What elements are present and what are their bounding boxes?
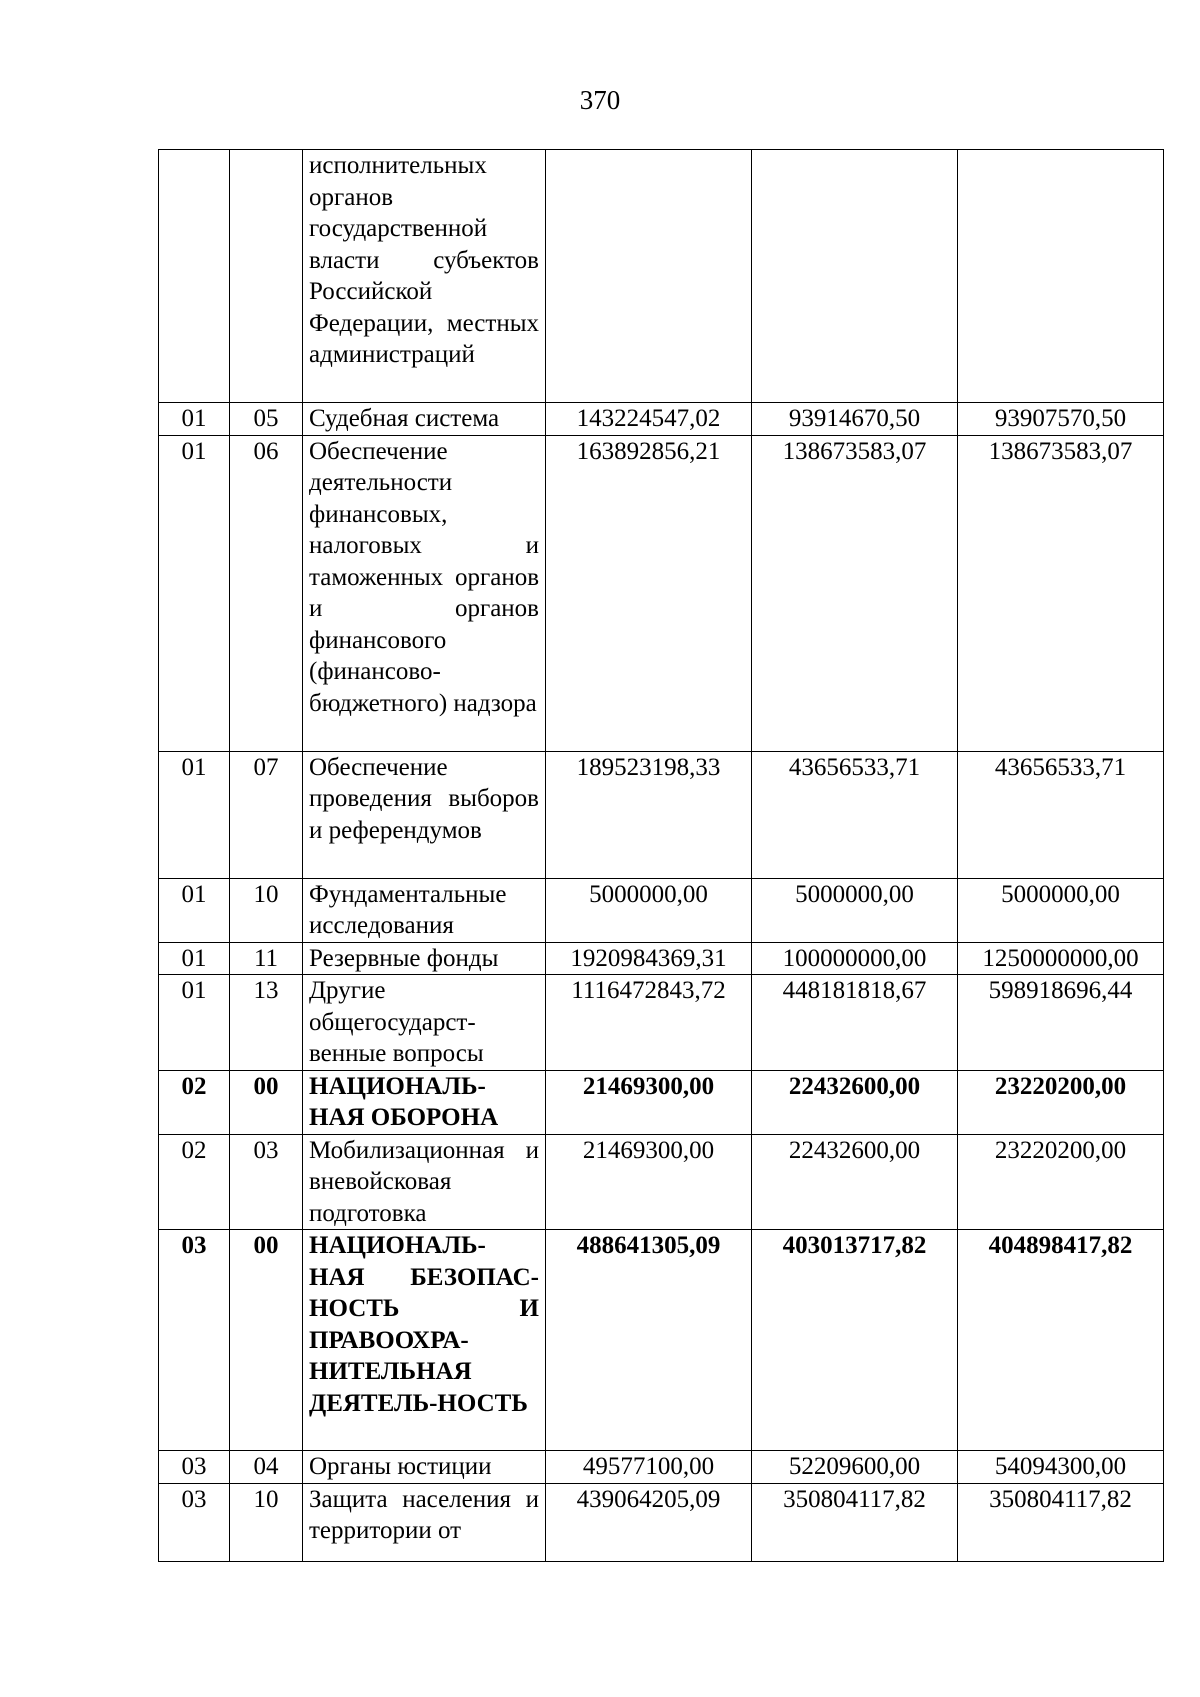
amount-year-3: 5000000,00 xyxy=(958,878,1164,942)
table-row xyxy=(159,1070,1164,1134)
amount-year-3: 23220200,00 xyxy=(958,1070,1164,1134)
table-row xyxy=(159,1451,1164,1484)
row-name: Обеспечение деятельности финансовых, налоговых и таможенных органов и органов финансового (финансово-бюджетного) надзора xyxy=(303,435,546,751)
section-code: 01 xyxy=(159,975,230,1071)
amount-year-2 xyxy=(752,150,958,403)
row-name: Другие общегосударст-венные вопросы xyxy=(303,975,546,1071)
table-row xyxy=(159,150,1164,403)
table-row xyxy=(159,1134,1164,1230)
subsection-code: 00 xyxy=(230,1230,303,1451)
section-code xyxy=(159,150,230,403)
subsection-code xyxy=(230,150,303,403)
amount-year-2: 403013717,82 xyxy=(752,1230,958,1451)
table-row xyxy=(159,878,1164,942)
subsection-code: 10 xyxy=(230,878,303,942)
subsection-code: 00 xyxy=(230,1070,303,1134)
amount-year-3: 404898417,82 xyxy=(958,1230,1164,1451)
table-row xyxy=(159,975,1164,1071)
subsection-code: 05 xyxy=(230,403,303,436)
budget-table xyxy=(158,149,1164,1562)
table-row xyxy=(159,1230,1164,1451)
section-code: 03 xyxy=(159,1451,230,1484)
amount-year-3 xyxy=(958,150,1164,403)
row-name: Органы юстиции xyxy=(303,1451,546,1484)
row-name: исполнительных органов государственной власти субъектов Российской Федерации, местных администраций xyxy=(303,150,546,403)
amount-year-2: 43656533,71 xyxy=(752,751,958,878)
row-name: Обеспечение проведения выборов и референдумов xyxy=(303,751,546,878)
amount-year-1: 21469300,00 xyxy=(546,1134,752,1230)
amount-year-3: 350804117,82 xyxy=(958,1483,1164,1561)
amount-year-2: 100000000,00 xyxy=(752,942,958,975)
amount-year-3: 23220200,00 xyxy=(958,1134,1164,1230)
table-row xyxy=(159,435,1164,751)
amount-year-2: 22432600,00 xyxy=(752,1134,958,1230)
subsection-code: 13 xyxy=(230,975,303,1071)
section-code: 01 xyxy=(159,403,230,436)
amount-year-2: 22432600,00 xyxy=(752,1070,958,1134)
subsection-code: 07 xyxy=(230,751,303,878)
subsection-code: 10 xyxy=(230,1483,303,1561)
subsection-code: 11 xyxy=(230,942,303,975)
amount-year-1: 439064205,09 xyxy=(546,1483,752,1561)
amount-year-1: 488641305,09 xyxy=(546,1230,752,1451)
amount-year-2: 93914670,50 xyxy=(752,403,958,436)
section-code: 01 xyxy=(159,942,230,975)
amount-year-1: 49577100,00 xyxy=(546,1451,752,1484)
amount-year-1: 1116472843,72 xyxy=(546,975,752,1071)
amount-year-3: 93907570,50 xyxy=(958,403,1164,436)
amount-year-3: 138673583,07 xyxy=(958,435,1164,751)
row-name: НАЦИОНАЛЬ-НАЯ ОБОРОНА xyxy=(303,1070,546,1134)
table-row xyxy=(159,751,1164,878)
amount-year-2: 350804117,82 xyxy=(752,1483,958,1561)
amount-year-2: 52209600,00 xyxy=(752,1451,958,1484)
amount-year-3: 54094300,00 xyxy=(958,1451,1164,1484)
section-code: 01 xyxy=(159,751,230,878)
amount-year-2: 448181818,67 xyxy=(752,975,958,1071)
section-code: 01 xyxy=(159,435,230,751)
table-row xyxy=(159,403,1164,436)
amount-year-1 xyxy=(546,150,752,403)
row-name: НАЦИОНАЛЬ-НАЯ БЕЗОПАС-НОСТЬ И ПРАВООХРА-НИТЕЛЬНАЯ ДЕЯТЕЛЬ-НОСТЬ xyxy=(303,1230,546,1451)
row-name: Судебная система xyxy=(303,403,546,436)
row-name: Защита населения и территории от xyxy=(303,1483,546,1561)
table-row xyxy=(159,1483,1164,1561)
section-code: 01 xyxy=(159,878,230,942)
amount-year-3: 1250000000,00 xyxy=(958,942,1164,975)
amount-year-2: 5000000,00 xyxy=(752,878,958,942)
amount-year-1: 143224547,02 xyxy=(546,403,752,436)
row-name: Фундаментальные исследования xyxy=(303,878,546,942)
row-name: Резервные фонды xyxy=(303,942,546,975)
section-code: 03 xyxy=(159,1483,230,1561)
section-code: 03 xyxy=(159,1230,230,1451)
amount-year-3: 598918696,44 xyxy=(958,975,1164,1071)
subsection-code: 06 xyxy=(230,435,303,751)
amount-year-1: 1920984369,31 xyxy=(546,942,752,975)
amount-year-2: 138673583,07 xyxy=(752,435,958,751)
page-number: 370 xyxy=(579,85,621,115)
amount-year-1: 189523198,33 xyxy=(546,751,752,878)
amount-year-1: 21469300,00 xyxy=(546,1070,752,1134)
section-code: 02 xyxy=(159,1134,230,1230)
subsection-code: 03 xyxy=(230,1134,303,1230)
subsection-code: 04 xyxy=(230,1451,303,1484)
amount-year-1: 5000000,00 xyxy=(546,878,752,942)
row-name: Мобилизационная и вневойсковая подготовка xyxy=(303,1134,546,1230)
amount-year-3: 43656533,71 xyxy=(958,751,1164,878)
amount-year-1: 163892856,21 xyxy=(546,435,752,751)
table-row xyxy=(159,942,1164,975)
section-code: 02 xyxy=(159,1070,230,1134)
